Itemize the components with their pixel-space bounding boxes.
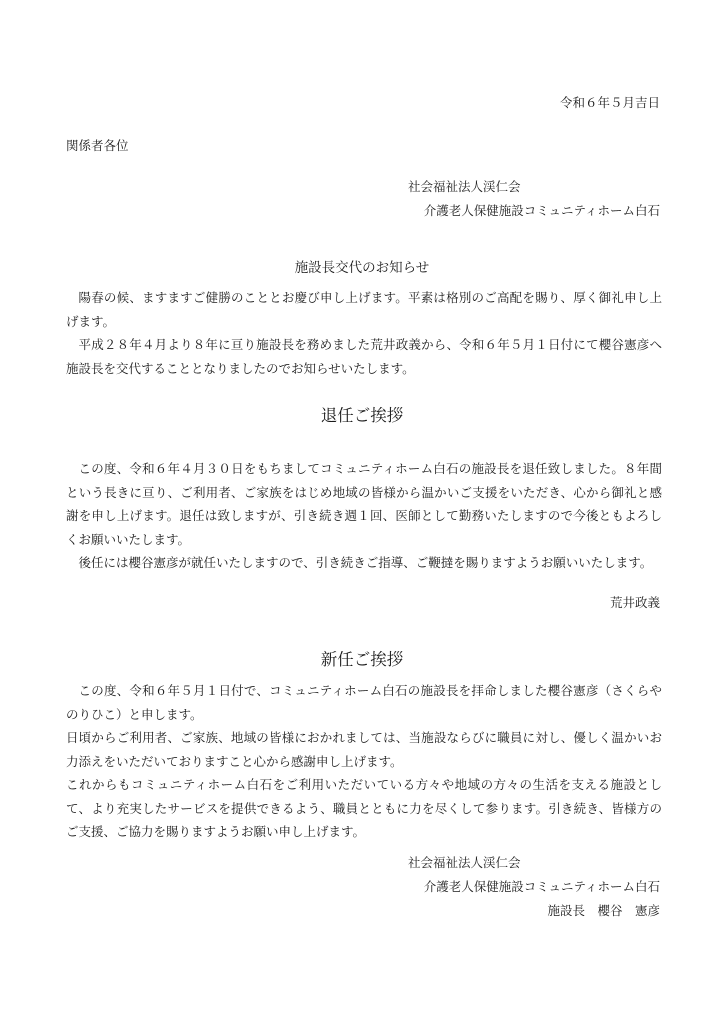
retire-heading: 退任ご挨拶: [320, 406, 404, 425]
new-paragraph-1: この度、令和６年５月１日付で、コミュニティホーム白石の施設長を拝命しました櫻谷憲彦（さくらやのりひこ）と申します。: [66, 683, 662, 722]
new-body: [66, 679, 662, 844]
issue-date: 令和６年５月吉日: [559, 95, 660, 110]
new-heading: 新任ご挨拶: [320, 650, 404, 669]
sender-org: 社会福祉法人渓仁会: [408, 855, 521, 870]
notice-body: [66, 286, 662, 380]
notice-paragraph-1: 陽春の候、ますますご健勝のこととお慶び申し上げます。平素は格別のご高配を賜り、厚く御礼申し上げます。: [66, 290, 662, 329]
addressee: 関係者各位: [66, 138, 129, 153]
sender-facility: 介護老人保健施設コミュニティホーム白石: [423, 203, 660, 218]
notice-paragraph-2: 平成２８年４月より８年に亘り施設長を務めました荒井政義から、令和６年５月１日付にて櫻谷憲彦へ施設長を交代することとなりましたのでお知らせいたします。: [66, 337, 662, 376]
sender-block-top: [360, 175, 660, 223]
notice-title: 施設長交代のお知らせ: [294, 260, 430, 276]
retire-paragraph-1: この度、令和６年４月３０日をもちましてコミュニティホーム白石の施設長を退任致しました。８年間という長きに亘り、ご利用者、ご家族をはじめ地域の皆様から温かいご支援をいただき、心から御礼と感謝を申し上げます。退任は致しますが、引き続き週１回、医師として勤務いたしますので今後ともよろしくお願いいたします。: [66, 461, 662, 547]
new-paragraph-2: 日頃からご利用者、ご家族、地域の皆様におかれましては、当施設ならびに職員に対し、優しく温かいお力添えをいただいておりますこと心から感謝申し上げます。: [66, 730, 662, 769]
sender-facility: 介護老人保健施設コミュニティホーム白石: [423, 879, 660, 894]
sender-title-name: 施設長 櫻谷 憲彦: [547, 903, 660, 918]
retire-signature: 荒井政義: [609, 595, 660, 610]
retire-body: [66, 457, 662, 575]
sender-org: 社会福祉法人渓仁会: [408, 179, 521, 194]
retire-paragraph-2: 後任には櫻谷憲彦が就任いたしますので、引き続きご指導、ご鞭撻を賜りますようお願いいたします。: [78, 555, 653, 570]
sender-block-bottom: [360, 851, 660, 923]
new-paragraph-3: これからもコミュニティホーム白石をご利用いただいている方々や地域の方々の生活を支える施設として、より充実したサービスを提供できるよう、職員とともに力を尽くして参ります。引き続き、皆様方のご支援、ご協力を賜りますようお願い申し上げます。: [66, 777, 662, 839]
